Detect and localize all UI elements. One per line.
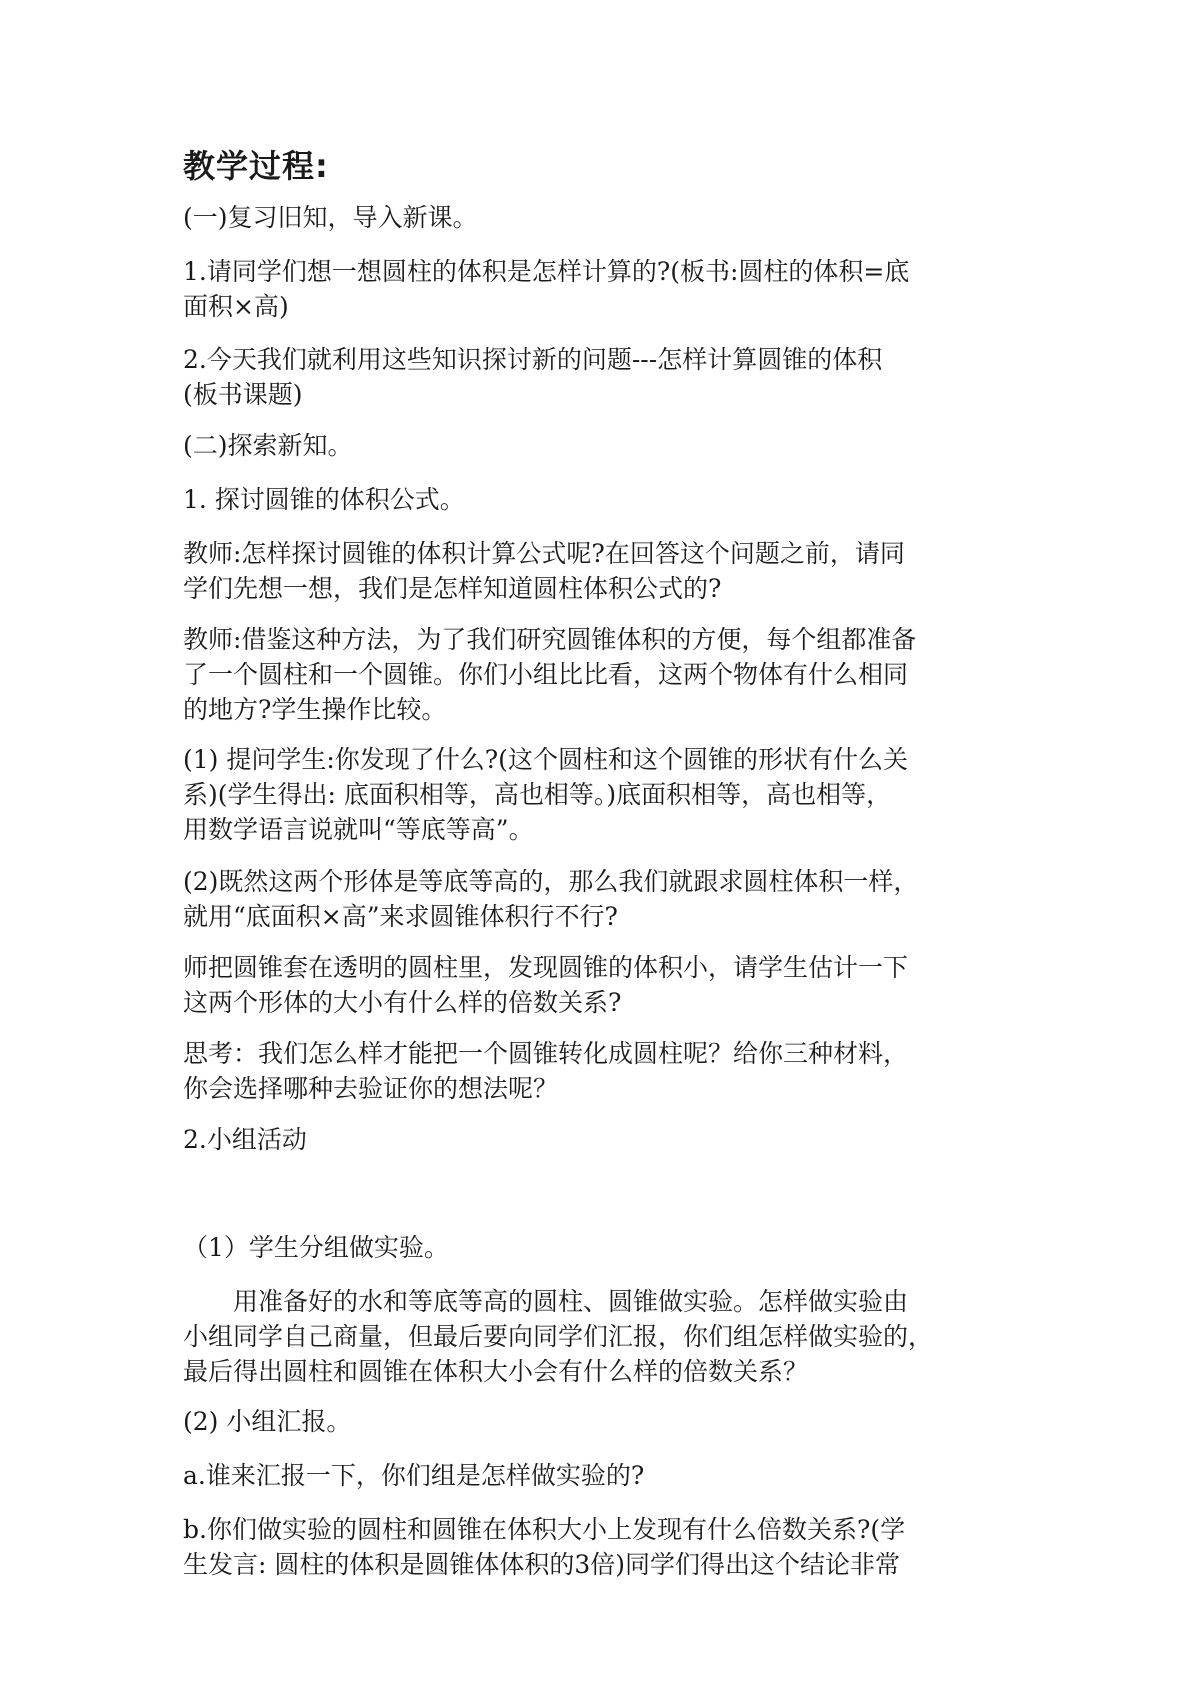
text-line: （1）学生分组做实验。 bbox=[183, 1233, 449, 1262]
paragraph-question-1 bbox=[183, 742, 1013, 847]
text-line: a.谁来汇报一下，你们组是怎样做实验的? bbox=[183, 1461, 645, 1490]
paragraph-experiment-detail bbox=[183, 1284, 1013, 1389]
section-heading: 教学过程: bbox=[183, 147, 329, 185]
paragraph-group-report bbox=[183, 1404, 1013, 1439]
text-line: 教师:借鉴这种方法，为了我们研究圆锥体积的方便，每个组都准备 bbox=[183, 625, 917, 654]
text-line: 用数学语言说就叫“等底等高”。 bbox=[183, 815, 534, 844]
text-line: 生发言: 圆柱的体积是圆锥体体积的3倍)同学们得出这个结论非常 bbox=[183, 1550, 901, 1579]
paragraph-explore bbox=[183, 428, 1013, 463]
text-line: 面积×高) bbox=[183, 292, 289, 321]
text-line: (一)复习旧知，导入新课。 bbox=[183, 203, 478, 232]
paragraph-report-a bbox=[183, 1458, 1013, 1493]
paragraph-new-topic bbox=[183, 342, 1013, 412]
paragraph-formula bbox=[183, 482, 1013, 517]
paragraph-teacher-1 bbox=[183, 536, 1013, 606]
text-line: 最后得出圆柱和圆锥在体积大小会有什么样的倍数关系？ bbox=[183, 1357, 809, 1386]
text-line: 1. 探讨圆锥的体积公式。 bbox=[183, 485, 465, 514]
text-line: 就用“底面积×高”来求圆锥体积行不行? bbox=[183, 902, 618, 931]
paragraph-report-b bbox=[183, 1512, 1013, 1582]
text-line: 这两个形体的大小有什么样的倍数关系? bbox=[183, 988, 622, 1017]
text-line: 学们先想一想，我们是怎样知道圆柱体积公式的? bbox=[183, 574, 722, 603]
text-line: b.你们做实验的圆柱和圆锥在体积大小上发现有什么倍数关系?(学 bbox=[183, 1515, 906, 1544]
text-line: (1) 提问学生:你发现了什么?(这个圆柱和这个圆锥的形状有什么关 bbox=[183, 745, 908, 774]
text-line: (2) 小组汇报。 bbox=[183, 1407, 352, 1436]
text-line: (2)既然这两个形体是等底等高的，那么我们就跟求圆柱体积一样， bbox=[183, 867, 919, 896]
text-line: 师把圆锥套在透明的圆柱里，发现圆锥的体积小，请学生估计一下 bbox=[183, 953, 909, 982]
text-line: 思考：我们怎么样才能把一个圆锥转化成圆柱呢？给你三种材料， bbox=[183, 1039, 909, 1068]
text-line: 用准备好的水和等底等高的圆柱、圆锥做实验。怎样做实验由 bbox=[183, 1287, 909, 1316]
text-line: 1.请同学们想一想圆柱的体积是怎样计算的?(板书:圆柱的体积=底 bbox=[183, 257, 910, 286]
text-line: (板书课题) bbox=[183, 380, 303, 409]
paragraph-think bbox=[183, 1036, 1013, 1106]
paragraph-question-2 bbox=[183, 864, 1013, 934]
paragraph-experiment bbox=[183, 1230, 1013, 1265]
text-line: 系)(学生得出: 底面积相等，高也相等。)底面积相等，高也相等， bbox=[183, 780, 892, 809]
text-line: 小组同学自己商量，但最后要向同学们汇报，你们组怎样做实验的， bbox=[183, 1322, 934, 1351]
text-line: 你会选择哪种去验证你的想法呢？ bbox=[183, 1074, 559, 1103]
paragraph-question-cylinder bbox=[183, 254, 1013, 324]
text-line: 了一个圆柱和一个圆锥。你们小组比比看，这两个物体有什么相同 bbox=[183, 660, 909, 689]
paragraph-teacher-2 bbox=[183, 622, 1013, 727]
paragraph-group-activity bbox=[183, 1122, 1013, 1157]
text-line: 2.小组活动 bbox=[183, 1125, 307, 1154]
text-line: 的地方?学生操作比较。 bbox=[183, 695, 447, 724]
paragraph-review-intro bbox=[183, 200, 1013, 235]
text-line: (二)探索新知。 bbox=[183, 431, 353, 460]
text-line: 2.今天我们就利用这些知识探讨新的问题---怎样计算圆锥的体积 bbox=[183, 345, 883, 374]
text-line: 教师:怎样探讨圆锥的体积计算公式呢?在回答这个问题之前，请同 bbox=[183, 539, 905, 568]
paragraph-teacher-demo bbox=[183, 950, 1013, 1020]
